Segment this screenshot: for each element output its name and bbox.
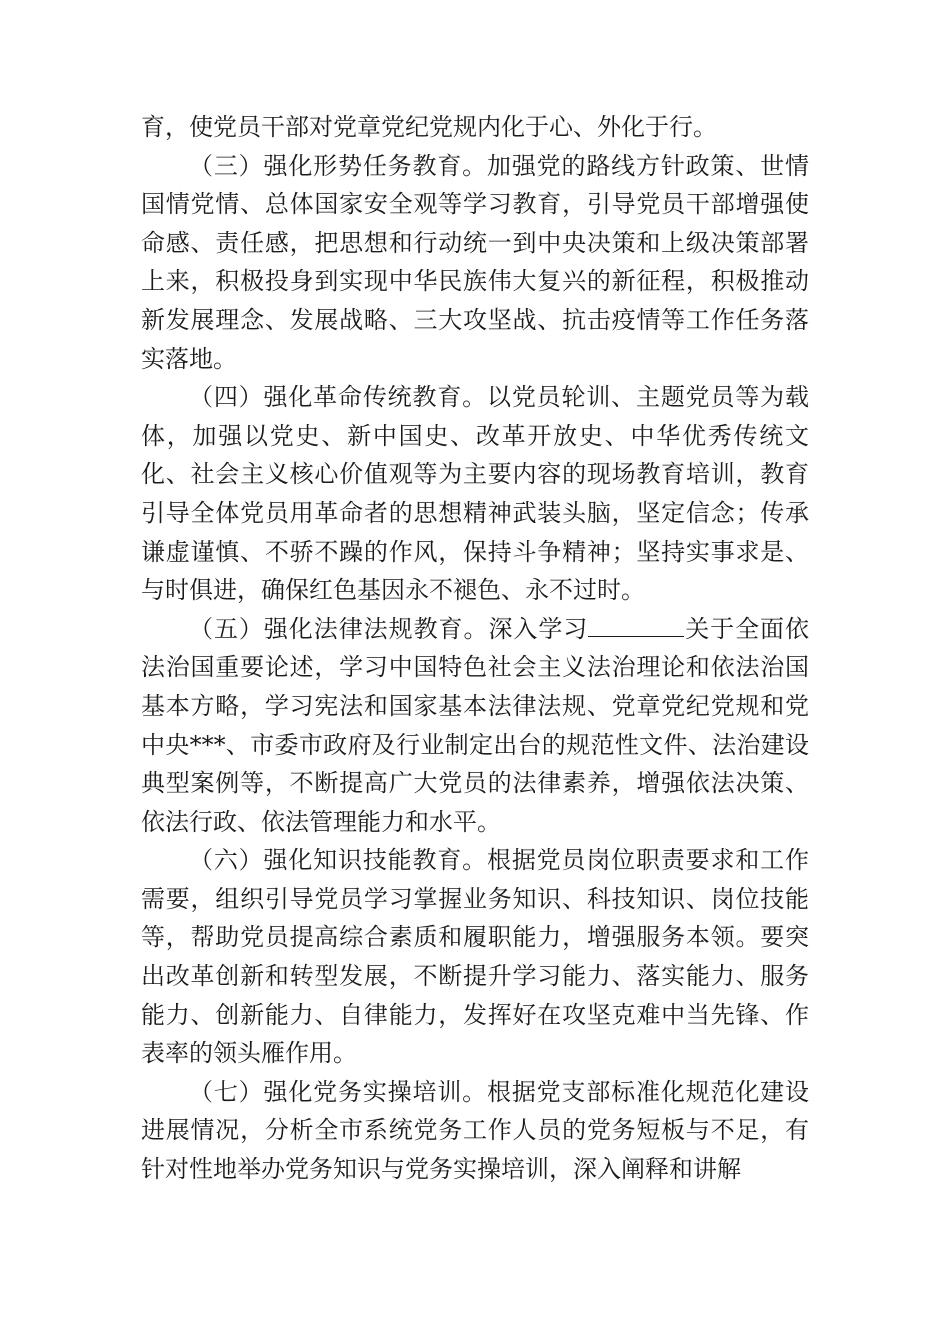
paragraph-heading: （四）强化革命传统教育。 — [189, 383, 487, 412]
paragraph-heading: （六）强化知识技能教育。 — [189, 846, 487, 875]
paragraph-text: 以党员轮训、主题党员等为载体，加强以党史、新中国史、改革开放史、中华优秀传统文化、社会主义核心价值观等为主要内容的现场教育培训，教育引导全体党员用革命者的思想精神武装头脑，坚定信念；传承谦虚谨慎、不骄不躁的作风，保持斗争精神；坚持实事求是、与时俱进，确保红色基因永不褪色、永不过时。 — [141, 383, 809, 605]
paragraph-7 — [141, 1073, 809, 1189]
blank-underline — [588, 616, 684, 637]
paragraph-6 — [141, 841, 809, 1073]
paragraph-heading: （三）强化形势任务教育。 — [189, 151, 487, 180]
document-body — [141, 108, 809, 1189]
paragraph-text: 根据党员岗位职责要求和工作需要，组织引导党员学习掌握业务知识、科技知识、岗位技能等，帮助党员提高综合素质和履职能力，增强服务本领。要突出改革创新和转型发展，不断提升学习能力、落实能力、服务能力、创新能力、自律能力，发挥好在攻坚克难中当先锋、作表率的领头雁作用。 — [141, 846, 809, 1068]
paragraph-4 — [141, 378, 809, 610]
paragraph-text: 育，使党员干部对党章党纪党规内化于心、外化于行。 — [141, 113, 717, 141]
paragraph-text: 根据党支部标准化规范化建设进展情况，分析全市系统党务工作人员的党务短板与不足，有针对性地举办党务知识与党务实操培训，深入阐释和讲解 — [141, 1077, 809, 1184]
paragraph-text: 加强党的路线方针政策、世情国情党情、总体国家安全观等学习教育，引导党员干部增强使命感、责任感，把思想和行动统一到中央决策和上级决策部署上来，积极投身到实现中华民族伟大复兴的新征程，积极推动新发展理念、发展战略、三大攻坚战、抗击疫情等工作任务落实落地。 — [141, 151, 809, 373]
paragraph-text-before-blank: 深入学习 — [488, 614, 589, 643]
paragraph-heading: （七）强化党务实操培训。 — [189, 1077, 487, 1106]
paragraph-3 — [141, 147, 809, 379]
paragraph-continued — [141, 108, 809, 147]
paragraph-5 — [141, 610, 809, 842]
paragraph-text: 关于全面依法治国重要论述，学习中国特色社会主义法治理论和依法治国基本方略，学习宪法和国家基本法律法规、党章党纪党规和党中央***、市委市政府及行业制定出台的规范性文件、法治建设典型案例等，不断提高广大党员的法律素养，增强依法决策、依法行政、依法管理能力和水平。 — [141, 614, 810, 836]
paragraph-heading: （五）强化法律法规教育。 — [189, 614, 489, 643]
